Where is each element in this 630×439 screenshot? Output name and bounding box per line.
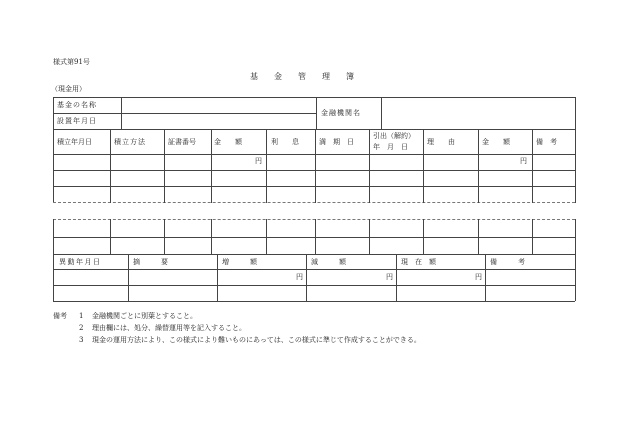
header-decrease: 減 額 (311, 258, 346, 266)
header-change-date: 異動年月日 (59, 258, 102, 266)
unit-yen-decrease: 円 (386, 273, 393, 281)
note-1-num: 1 (79, 312, 84, 320)
header-amount: 金 額 (214, 138, 242, 146)
header-withdrawal-line1: 引出（解約） (373, 132, 415, 140)
note-3-num: 3 (79, 336, 84, 344)
bank-name-field[interactable] (382, 98, 574, 128)
note-1-text: 金融機関ごとに別葉とすること。 (92, 312, 197, 320)
unit-yen-current: 円 (475, 273, 482, 281)
fund-name-label: 基金の名称 (57, 101, 97, 109)
header-summary: 摘 要 (133, 258, 168, 266)
note-2-num: 2 (79, 324, 84, 332)
established-date-label: 設置年月日 (57, 117, 97, 125)
form-number: 様式第91号 (53, 58, 90, 66)
bank-name-label: 金融機関名 (321, 109, 361, 117)
header-withdrawal-line2: 年 月 日 (373, 143, 408, 151)
header-remarks: 備 考 (536, 138, 557, 146)
fund-name-field[interactable] (122, 98, 315, 112)
header-remarks-bottom: 備 考 (490, 258, 525, 266)
page-title: 基 金 管 理 簿 (250, 72, 354, 81)
established-date-field[interactable] (122, 114, 315, 128)
header-current: 現 在 額 (401, 258, 436, 266)
unit-yen-amount2: 円 (520, 157, 527, 165)
notes-label: 備考 (53, 312, 67, 320)
header-accumulation-date: 積立年月日 (57, 138, 92, 146)
note-2-text: 理由欄には、処分、繰替運用等を記入すること。 (92, 324, 246, 332)
subtitle: （現金用） (51, 85, 86, 93)
note-3-text: 現金の運用方法により、この様式により難いものにあっては、この様式に準じて作成することができる。 (92, 336, 421, 344)
unit-yen-amount: 円 (255, 157, 262, 165)
header-accumulation-method: 積立方法 (114, 138, 146, 146)
unit-yen-increase: 円 (296, 273, 303, 281)
header-reason: 理 由 (427, 138, 455, 146)
header-increase: 増 額 (222, 258, 257, 266)
header-certificate-no: 証書番号 (168, 138, 196, 146)
header-amount2: 金 額 (482, 138, 510, 146)
header-maturity: 満 期 日 (319, 138, 354, 146)
header-interest: 利 息 (271, 138, 299, 146)
